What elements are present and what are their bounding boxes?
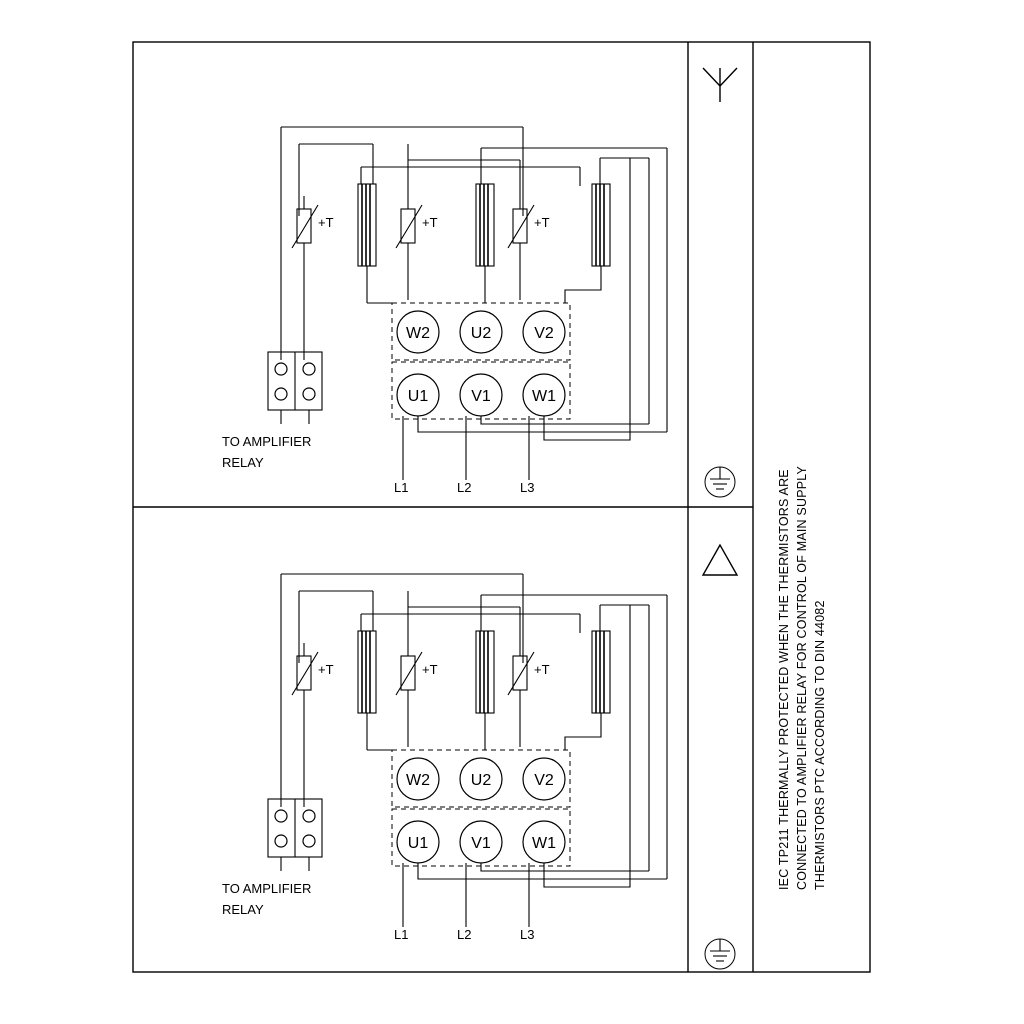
thermistor-group bbox=[292, 196, 550, 257]
winding-2 bbox=[476, 631, 494, 713]
amplifier-terminal-block bbox=[268, 352, 322, 424]
terminal-label-v1: V1 bbox=[471, 388, 491, 405]
terminal-label-w1: W1 bbox=[532, 835, 556, 852]
terminal-label-w2: W2 bbox=[406, 325, 430, 342]
thermistor-3 bbox=[508, 196, 534, 257]
terminals-top-row bbox=[397, 758, 565, 800]
panel-star bbox=[222, 68, 737, 497]
thermistor-label-3: +T bbox=[534, 215, 550, 230]
terminal-label-w2: W2 bbox=[406, 772, 430, 789]
terminal-label-u2: U2 bbox=[470, 325, 492, 342]
coil-terminal-wires bbox=[367, 266, 601, 303]
thermistor-label-2: +T bbox=[422, 215, 438, 230]
winding-1 bbox=[358, 184, 376, 266]
terminal-label-u1: U1 bbox=[407, 388, 429, 405]
thermistor-2 bbox=[396, 196, 422, 257]
amplifier-label-line2: RELAY bbox=[222, 455, 264, 470]
terminal-label-v2: V2 bbox=[534, 772, 554, 789]
earth-ground-symbol bbox=[705, 939, 735, 969]
thermistor-label-2: +T bbox=[422, 662, 438, 677]
thermistor-1 bbox=[292, 643, 318, 704]
terminal-label-v2: V2 bbox=[534, 325, 554, 342]
supply-label-l2: L2 bbox=[457, 927, 472, 942]
amplifier-label-line1: TO AMPLIFIER bbox=[222, 434, 312, 449]
coil-terminal-wires bbox=[367, 713, 601, 750]
winding-3 bbox=[592, 184, 610, 266]
outer-frame bbox=[133, 42, 870, 972]
amplifier-label-line1: TO AMPLIFIER bbox=[222, 881, 312, 896]
terminal-label-v1: V1 bbox=[471, 835, 491, 852]
amplifier-label-line2: RELAY bbox=[222, 902, 264, 917]
winding-2 bbox=[476, 184, 494, 266]
terminals-bottom-row bbox=[397, 374, 565, 416]
thermistor-label-3: +T bbox=[534, 662, 550, 677]
terminal-label-w1: W1 bbox=[532, 388, 556, 405]
delta-triangle-symbol bbox=[703, 545, 737, 575]
terminal-label-u1: U1 bbox=[407, 835, 429, 852]
side-note-line3: THERMISTORS PTC ACCORDING TO DIN 44082 bbox=[813, 600, 827, 890]
supply-label-l2: L2 bbox=[457, 480, 472, 495]
motor-windings bbox=[358, 631, 610, 713]
side-note-line1: IEC TP211 THERMALLY PROTECTED WHEN THE THERMISTORS ARE bbox=[777, 469, 791, 890]
terminals-bottom-row bbox=[397, 821, 565, 863]
supply-label-l1: L1 bbox=[394, 927, 409, 942]
thermistor-group bbox=[292, 643, 550, 704]
motor-windings bbox=[358, 184, 610, 266]
terminals-top-row bbox=[397, 311, 565, 353]
winding-1 bbox=[358, 631, 376, 713]
thermistor-2 bbox=[396, 643, 422, 704]
supply-label-l3: L3 bbox=[520, 927, 535, 942]
thermistor-3 bbox=[508, 643, 534, 704]
amplifier-terminal-block bbox=[268, 799, 322, 871]
earth-ground-symbol bbox=[705, 467, 735, 497]
terminal-label-u2: U2 bbox=[470, 772, 492, 789]
winding-3 bbox=[592, 631, 610, 713]
supply-label-l1: L1 bbox=[394, 480, 409, 495]
thermistor-1 bbox=[292, 196, 318, 257]
thermistor-label-1: +T bbox=[318, 215, 334, 230]
side-note-line2: CONNECTED TO AMPLIFIER RELAY FOR CONTROL OF MAIN SUPPLY bbox=[795, 465, 809, 890]
supply-label-l3: L3 bbox=[520, 480, 535, 495]
side-note-block bbox=[777, 466, 827, 890]
panel-delta bbox=[222, 545, 737, 969]
star-wye-symbol bbox=[703, 68, 737, 102]
thermistor-label-1: +T bbox=[318, 662, 334, 677]
